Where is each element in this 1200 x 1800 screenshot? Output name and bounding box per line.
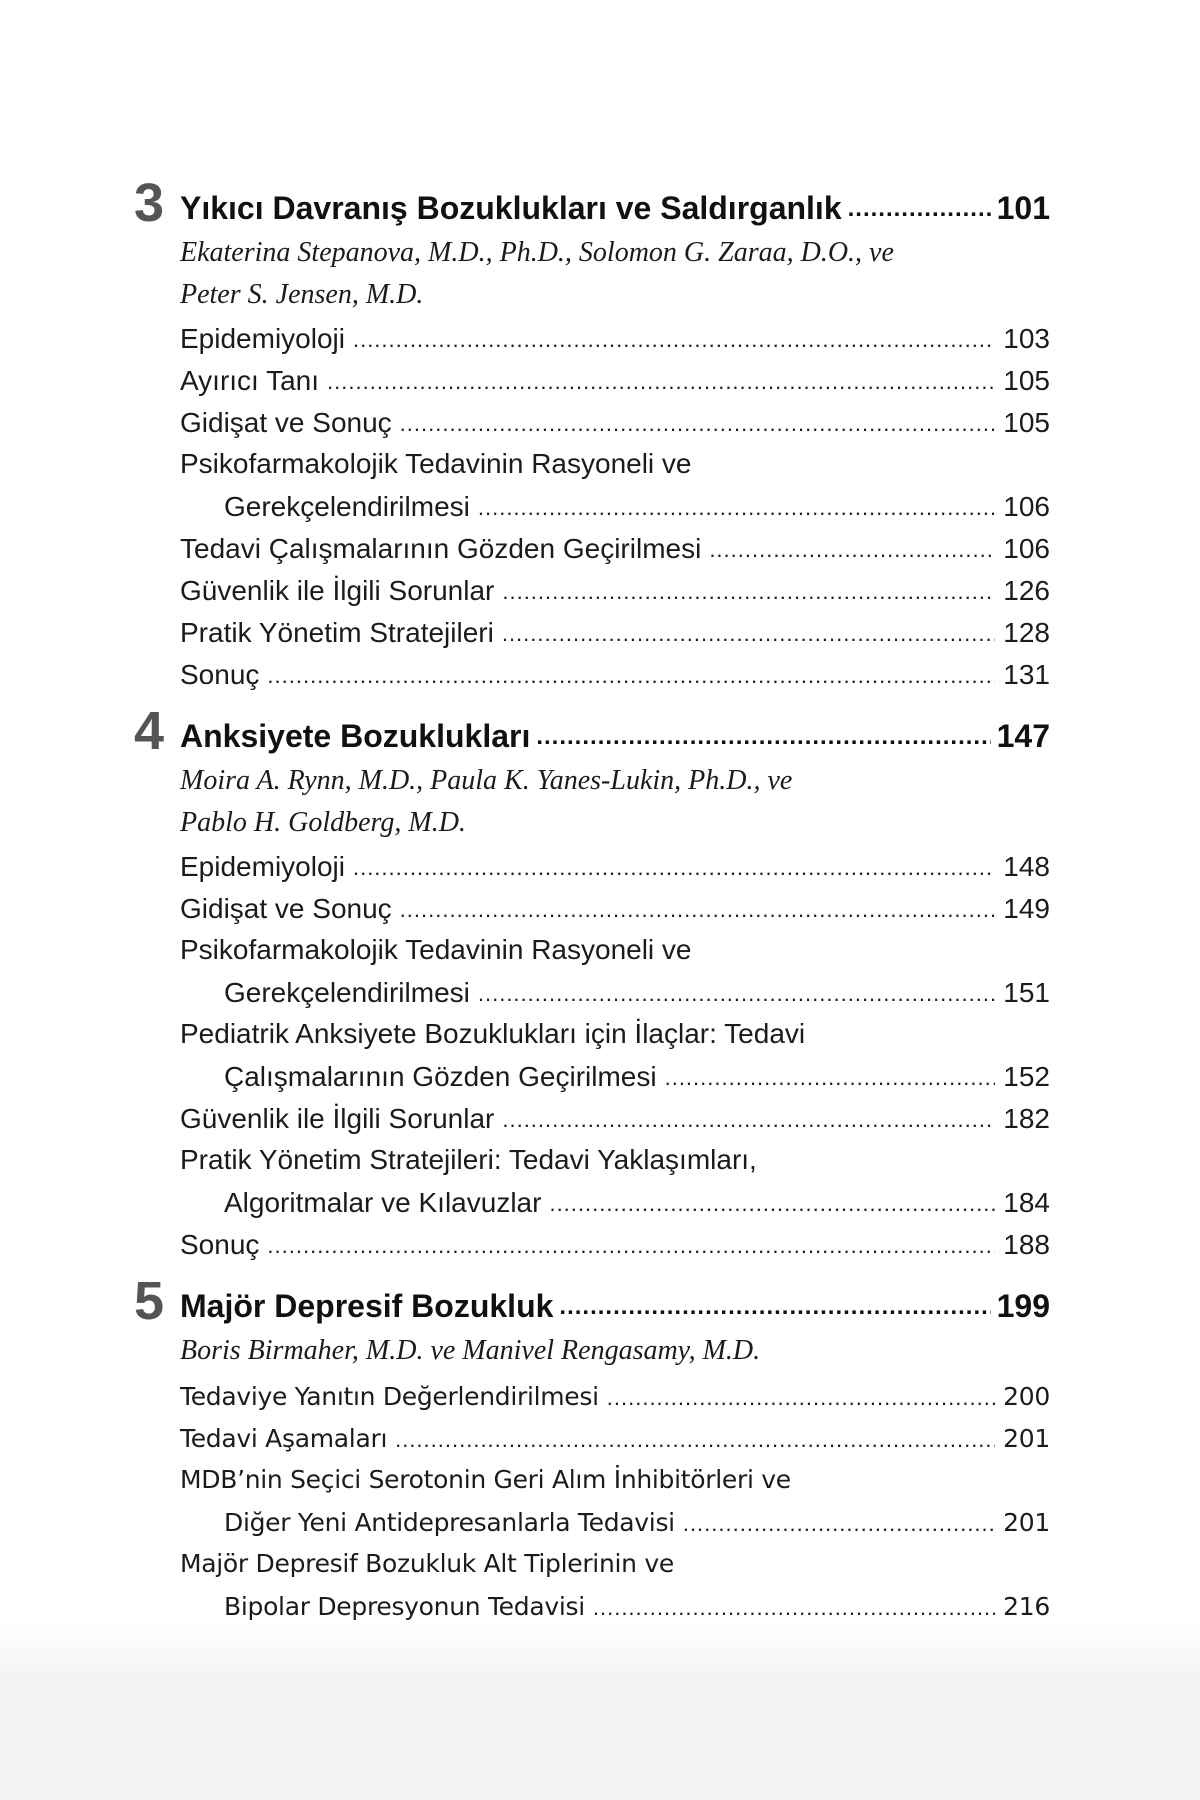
entry-page-number: 188 (1003, 1229, 1050, 1260)
entry-page-number: 149 (1003, 893, 1050, 924)
entry-label: Gerekçelendirilmesi (224, 977, 470, 1008)
toc-entry[interactable] (180, 1418, 1050, 1458)
chapter-title: Majör Depresif Bozukluk (180, 1288, 554, 1324)
chapter-page-number: 101 (996, 190, 1050, 226)
entry-page-number: 184 (1003, 1187, 1050, 1218)
chapter-heading[interactable] (180, 1284, 1050, 1326)
entry-label: Gidişat ve Sonuç (180, 893, 392, 924)
entry-page-number: 128 (1003, 617, 1050, 648)
dot-leader (536, 722, 990, 756)
entry-label: Epidemiyoloji (180, 323, 345, 354)
entry-page-number: 105 (1003, 407, 1050, 438)
dot-leader (549, 1191, 995, 1222)
entry-label: Güvenlik ile İlgili Sorunlar (180, 1103, 495, 1134)
toc-entry[interactable] (180, 654, 1050, 694)
dot-leader (502, 1107, 995, 1138)
chapter-authors (180, 760, 1050, 844)
toc-entry[interactable] (224, 1182, 1050, 1222)
entry-page-number: 151 (1003, 977, 1050, 1008)
chapter-number: 5 (134, 1271, 165, 1331)
entry-first-line: Majör Depresif Bozukluk Alt Tiplerinin ve (180, 1549, 674, 1578)
chapter-authors (180, 232, 1050, 316)
entry-label: Sonuç (180, 659, 260, 690)
chapter-number: 3 (134, 173, 165, 233)
entry-page-number: 106 (1003, 491, 1050, 522)
entry-label: Tedavi Çalışmalarının Gözden Geçirilmesi (180, 533, 702, 564)
entry-page-number: 152 (1003, 1061, 1050, 1092)
chapter-page-number: 199 (996, 1288, 1050, 1324)
author-line: Pablo H. Goldberg, M.D. (180, 807, 466, 838)
entry-label: Algoritmalar ve Kılavuzlar (224, 1187, 542, 1218)
entry-label: Epidemiyoloji (180, 851, 345, 882)
entry-label: Güvenlik ile İlgili Sorunlar (180, 575, 495, 606)
author-line: Boris Birmaher, M.D. ve Manivel Rengasamy, M.D. (180, 1335, 761, 1366)
entry-page-number: 131 (1003, 659, 1050, 690)
chapter-heading[interactable] (180, 714, 1050, 756)
entry-label: Ayırıcı Tanı (180, 365, 320, 396)
toc-entry[interactable] (180, 888, 1050, 928)
page-bottom-shadow (0, 1682, 1200, 1800)
chapter-heading[interactable] (180, 186, 1050, 228)
toc-entry[interactable] (180, 570, 1050, 610)
toc-entry[interactable] (224, 486, 1050, 526)
entry-label: Çalışmalarının Gözden Geçirilmesi (224, 1061, 657, 1092)
entry-page-number: 105 (1003, 365, 1050, 396)
shadow-fade (0, 1622, 1200, 1682)
entry-label: Gerekçelendirilmesi (224, 491, 470, 522)
toc-entry[interactable] (180, 528, 1050, 568)
entry-page-number: 216 (1003, 1592, 1050, 1621)
toc-entry[interactable] (224, 972, 1050, 1012)
chapter-title: Anksiyete Bozuklukları (180, 718, 531, 754)
chapter-title: Yıkıcı Davranış Bozuklukları ve Saldırganlık (180, 190, 842, 226)
dot-leader (502, 579, 995, 610)
toc-entry[interactable] (224, 1586, 1050, 1626)
toc-entry[interactable] (224, 1502, 1050, 1542)
entry-label: Sonuç (180, 1229, 260, 1260)
author-line: Peter S. Jensen, M.D. (180, 279, 424, 310)
entry-first-line: MDB’nin Seçici Serotonin Geri Alım İnhibitörleri ve (180, 1465, 791, 1494)
entry-label: Diğer Yeni Antidepresanlarla Tedavisi (224, 1508, 675, 1537)
toc-entry[interactable] (180, 1376, 1050, 1416)
chapter-page-number: 147 (996, 718, 1050, 754)
entry-page-number: 201 (1003, 1424, 1050, 1453)
entry-first-line: Psikofarmakolojik Tedavinin Rasyoneli ve (180, 934, 692, 965)
dot-leader (559, 1292, 990, 1326)
dot-leader (665, 1065, 996, 1096)
dot-leader (267, 1233, 995, 1264)
chapter-number: 4 (134, 701, 165, 761)
entry-label: Tedaviye Yanıtın Değerlendirilmesi (180, 1382, 599, 1411)
dot-leader (400, 411, 996, 442)
toc-entry[interactable] (180, 318, 1050, 358)
toc-entry[interactable] (180, 1098, 1050, 1138)
entry-first-line: Pratik Yönetim Stratejileri: Tedavi Yaklaşımları, (180, 1144, 757, 1175)
chapter-authors (180, 1330, 1050, 1372)
entry-first-line: Pediatrik Anksiyete Bozuklukları için İlaçlar: Tedavi (180, 1018, 806, 1049)
toc-entry[interactable] (180, 612, 1050, 652)
entry-page-number: 200 (1003, 1382, 1050, 1411)
toc-entry[interactable] (180, 1224, 1050, 1264)
dot-leader (478, 981, 995, 1012)
dot-leader (607, 1385, 995, 1416)
dot-leader (353, 855, 995, 886)
entry-page-number: 182 (1003, 1103, 1050, 1134)
entry-label: Pratik Yönetim Stratejileri (180, 617, 494, 648)
entry-page-number: 148 (1003, 851, 1050, 882)
entry-first-line: Psikofarmakolojik Tedavinin Rasyoneli ve (180, 448, 692, 479)
dot-leader (502, 621, 995, 652)
dot-leader (395, 1427, 995, 1458)
dot-leader (848, 194, 991, 228)
dot-leader (267, 663, 995, 694)
toc-entry[interactable] (180, 360, 1050, 400)
toc-entry[interactable] (180, 846, 1050, 886)
author-line: Ekaterina Stepanova, M.D., Ph.D., Solomon G. Zaraa, D.O., ve (180, 237, 894, 268)
dot-leader (709, 537, 995, 568)
toc-entry[interactable] (224, 1056, 1050, 1096)
entry-page-number: 126 (1003, 575, 1050, 606)
entry-page-number: 201 (1003, 1508, 1050, 1537)
entry-page-number: 103 (1003, 323, 1050, 354)
entry-label: Tedavi Aşamaları (180, 1424, 388, 1453)
dot-leader (353, 327, 995, 358)
dot-leader (478, 495, 995, 526)
entry-page-number: 106 (1003, 533, 1050, 564)
dot-leader (683, 1511, 995, 1542)
entry-label: Gidişat ve Sonuç (180, 407, 392, 438)
author-line: Moira A. Rynn, M.D., Paula K. Yanes-Lukin, Ph.D., ve (180, 765, 793, 796)
toc-entry[interactable] (180, 402, 1050, 442)
dot-leader (400, 897, 996, 928)
entry-label: Bipolar Depresyonun Tedavisi (224, 1592, 585, 1621)
dot-leader (327, 369, 995, 400)
